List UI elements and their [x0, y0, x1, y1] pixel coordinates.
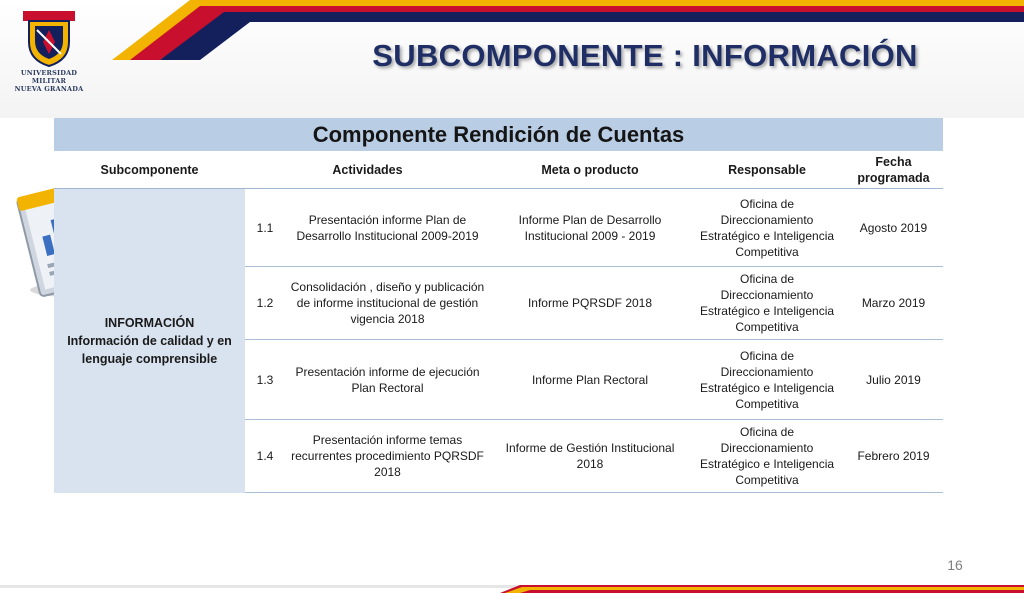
row-fecha: Agosto 2019 — [844, 189, 943, 267]
row-actividad: Presentación informe Plan de Desarrollo Institucional 2009-2019 — [285, 189, 490, 267]
row-responsable: Oficina de Direccionamiento Estratégico e Inteligencia Competitiva — [690, 340, 844, 420]
row-actividad: Consolidación , diseño y publicación de informe institucional de gestión vigencia 2018 — [285, 267, 490, 340]
logo-line-2: NUEVA GRANADA — [14, 85, 84, 93]
rendicion-cuentas-table — [54, 118, 943, 493]
shield-emblem-icon — [19, 8, 79, 68]
footer-stripes-decoration — [0, 579, 1024, 593]
row-actividad: Presentación informe temas recurrentes procedimiento PQRSDF 2018 — [285, 420, 490, 493]
table-caption: Componente Rendición de Cuentas — [54, 118, 943, 151]
row-fecha: Marzo 2019 — [844, 267, 943, 340]
page-number: 16 — [947, 557, 963, 573]
subcomponent-title: INFORMACIÓN — [104, 315, 195, 330]
row-meta: Informe Plan de Desarrollo Institucional 2009 - 2019 — [490, 189, 690, 267]
row-responsable: Oficina de Direccionamiento Estratégico e Inteligencia Competitiva — [690, 420, 844, 493]
subcomponent-subtitle: Información de calidad y en lenguaje comprensible — [67, 333, 232, 366]
subcomponent-cell — [54, 189, 245, 493]
row-number: 1.4 — [245, 420, 285, 493]
row-number: 1.1 — [245, 189, 285, 267]
row-responsable: Oficina de Direccionamiento Estratégico e Inteligencia Competitiva — [690, 267, 844, 340]
row-meta: Informe de Gestión Institucional 2018 — [490, 420, 690, 493]
table-row — [54, 189, 943, 267]
header-subcomponente: Subcomponente — [54, 151, 245, 189]
university-logo — [14, 8, 84, 94]
slide-title: SUBCOMPONENTE : INFORMACIÓN — [372, 38, 918, 73]
row-responsable: Oficina de Direccionamiento Estratégico e Inteligencia Competitiva — [690, 189, 844, 267]
row-number: 1.3 — [245, 340, 285, 420]
row-actividad: Presentación informe de ejecución Plan Rectoral — [285, 340, 490, 420]
header-fecha: Fecha programada — [844, 151, 943, 189]
row-fecha: Febrero 2019 — [844, 420, 943, 493]
header-actividades: Actividades — [245, 151, 490, 189]
header-meta: Meta o producto — [490, 151, 690, 189]
row-meta: Informe PQRSDF 2018 — [490, 267, 690, 340]
logo-line-1: UNIVERSIDAD MILITAR — [20, 69, 78, 85]
header-responsable: Responsable — [690, 151, 844, 189]
row-meta: Informe Plan Rectoral — [490, 340, 690, 420]
row-number: 1.2 — [245, 267, 285, 340]
row-fecha: Julio 2019 — [844, 340, 943, 420]
